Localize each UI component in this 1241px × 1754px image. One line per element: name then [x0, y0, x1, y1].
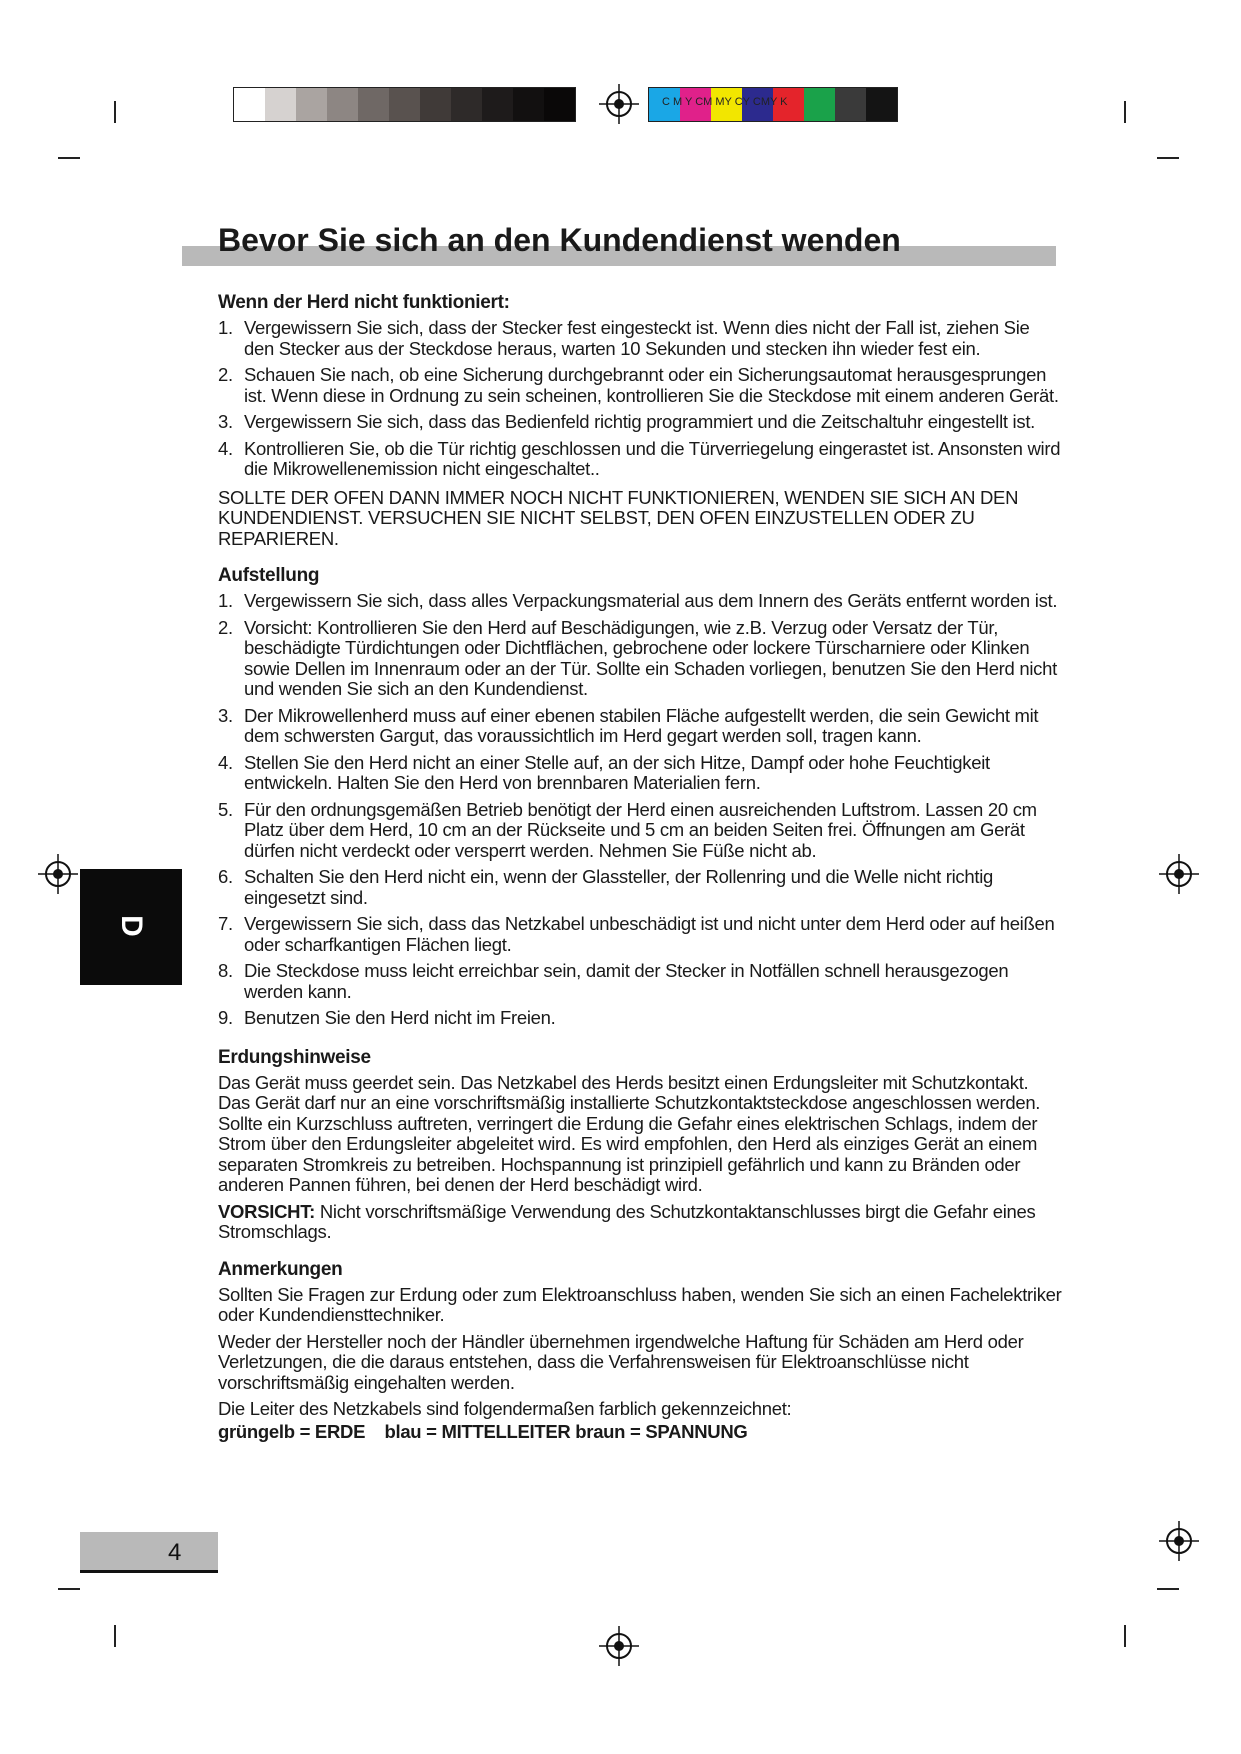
color-swatch: [358, 88, 389, 121]
notes-paragraph: Sollten Sie Fragen zur Erdung oder zum Elektroanschluss haben, wenden Sie sich an einen Fachelektriker oder Kundendiensttechniker.: [218, 1283, 1062, 1325]
crop-mark: [1124, 1625, 1126, 1647]
caution-text: Nicht vorschriftsmäßige Verwendung des Schutzkontaktanschlusses birgt die Gefahr eines Stromschlags.: [218, 1200, 1036, 1242]
registration-mark-icon: [1159, 1521, 1199, 1561]
registration-mark-icon: [38, 854, 78, 894]
color-swatch: [835, 88, 866, 121]
color-swatch: [420, 88, 451, 121]
color-swatch: [327, 88, 358, 121]
installation-list: [218, 591, 1064, 1029]
list-item: 9. Benutzen Sie den Herd nicht im Freien.: [218, 1007, 556, 1028]
list-item: 3. Der Mikrowellenherd muss auf einer ebenen stabilen Fläche aufgestellt werden, die sein Gewicht mit dem schwersten Gargut, das voraussichtlich im Herd gegart werden soll, tragen kann.: [218, 704, 1039, 746]
page-number: 4: [168, 1539, 182, 1566]
main-content: [218, 292, 1064, 1448]
registration-mark-icon: [1159, 854, 1199, 894]
grounding-text: Das Gerät muss geerdet sein. Das Netzkabel des Herds besitzt einen Erdungsleiter mit Schutzkontakt. Das Gerät darf nur an eine vorschriftsmäßig installierte Schutzkontaktsteckdose angeschlossen werden. Sollte ein Kurzschluss auftreten, verringert die Erdung die Gefahr eines elektrischen Schlags, indem der Strom über den Erdungsleiter abgeleitet wird. Es wird empfohlen, den Herd als einziges Gerät an einem separaten Stromkreis zu betreiben. Hochspannung ist prinzipiell gefährlich und kann zu Bränden oder anderen Pannen führen, bei denen der Herd beschädigt wird.: [218, 1071, 1041, 1195]
list-item: 4. Kontrollieren Sie, ob die Tür richtig geschlossen und die Türverriegelung eingerastet ist. Ansonsten wird die Mikrowellenemission nicht eingeschaltet..: [218, 437, 1061, 479]
color-swatch: [513, 88, 544, 121]
color-swatch: [451, 88, 482, 121]
color-swatch: [234, 88, 265, 121]
section-heading: Aufstellung: [218, 565, 320, 586]
list-item: 2. Schauen Sie nach, ob eine Sicherung durchgebrannt oder ein Sicherungsautomat herausgesprungen ist. Wenn diese in Ordnung zu sein scheinen, kontrollieren Sie die Steckdose mit einem anderen Gerät.: [218, 364, 1059, 406]
color-swatch: [265, 88, 296, 121]
crop-mark: [58, 157, 80, 159]
grayscale-bar: [233, 87, 576, 122]
page-title: Bevor Sie sich an den Kundendienst wenden: [218, 222, 901, 258]
color-swatch: [866, 88, 897, 121]
list-item: 2. Vorsicht: Kontrollieren Sie den Herd auf Beschädigungen, wie z.B. Verzug oder Versatz der Tür, beschädigte Türdichtungen oder Dichtflächen, gebrochene oder lockere Türscharniere oder Klinken sowie Dellen im Innenraum oder an der Tür. Sollte ein Schaden vorliegen, benutzen Sie den Herd nicht und wenden Sie sich an den Kundendienst.: [218, 616, 1057, 699]
page-number-box: [80, 1532, 218, 1573]
list-item: 8. Die Steckdose muss leicht erreichbar sein, damit der Stecker in Notfällen schnell herausgezogen werden kann.: [218, 960, 1009, 1002]
caution-paragraph: [218, 1202, 1064, 1243]
notes-paragraph: Weder der Hersteller noch der Händler übernehmen irgendwelche Haftung für Schäden am Herd oder Verletzungen, die die daraus entstehen, dass die Verfahrensweisen für Elektroanschlüsse nicht vorschriftsmäßig eingehalten werden.: [218, 1330, 1024, 1393]
section-heading: Anmerkungen: [218, 1258, 343, 1280]
caution-label: VORSICHT:: [218, 1200, 315, 1222]
section-heading: Wenn der Herd nicht funktioniert:: [218, 292, 510, 313]
list-item: 7. Vergewissern Sie sich, dass das Netzkabel unbeschädigt ist und nicht unter dem Herd oder auf heißen oder scharfkantigen Flächen liegt.: [218, 913, 1055, 955]
list-item: 1. Vergewissern Sie sich, dass der Stecker fest eingesteckt ist. Wenn dies nicht der Fall ist, ziehen Sie den Stecker aus der Steckdose heraus, warten 10 Sekunden und stecken ihn wieder fest ein.: [218, 317, 1030, 359]
crop-mark: [1157, 157, 1179, 159]
list-item: 4. Stellen Sie den Herd nicht an einer Stelle auf, an der sich Hitze, Dampf oder hohe Feuchtigkeit entwickeln. Halten Sie den Herd von brennbaren Materialien fern.: [218, 751, 990, 793]
color-swatch: [544, 88, 575, 121]
registration-mark-icon: [599, 1626, 639, 1666]
troubleshoot-list: [218, 318, 1064, 480]
cmyk-label: C M Y CM MY CY CMY K: [662, 96, 788, 108]
color-swatch: [389, 88, 420, 121]
language-tab: [80, 869, 182, 985]
list-item: 1. Vergewissern Sie sich, dass alles Verpackungsmaterial aus dem Innern des Geräts entfernt worden ist.: [218, 590, 1058, 611]
section-heading: Erdungshinweise: [218, 1046, 371, 1068]
wire-colors: grüngelb = ERDE blau = MITTELLEITER braun = SPANNUNG: [218, 1420, 748, 1442]
color-swatch: [296, 88, 327, 121]
color-swatch: [804, 88, 835, 121]
crop-mark: [114, 101, 116, 123]
list-item: 3. Vergewissern Sie sich, dass das Bedienfeld richtig programmiert und die Zeitschaltuhr eingestellt ist.: [218, 411, 1035, 432]
list-item: 5. Für den ordnungsgemäßen Betrieb benötigt der Herd einen ausreichenden Luftstrom. Lassen 20 cm Platz über dem Herd, 10 cm an der Rückseite und 5 cm an beiden Seiten frei. Öffnungen am Gerät dürfen nicht verdeckt oder versperrt werden. Nehmen Sie Füße nicht ab.: [218, 798, 1037, 861]
crop-mark: [114, 1625, 116, 1647]
registration-mark-icon: [599, 84, 639, 124]
crop-mark: [1157, 1588, 1179, 1590]
list-item: 6. Schalten Sie den Herd nicht ein, wenn der Glassteller, der Rollenring und die Welle nicht richtig eingesetzt sind.: [218, 866, 994, 908]
warning-text: SOLLTE DER OFEN DANN IMMER NOCH NICHT FUNKTIONIEREN, WENDEN SIE SICH AN DEN KUNDENDIENST. VERSUCHEN SIE NICHT SELBST, DEN OFEN EINZUSTELLEN ODER ZU REPARIEREN.: [218, 486, 1019, 549]
language-tab-label: D: [114, 915, 148, 937]
crop-mark: [1124, 101, 1126, 123]
color-swatch: [482, 88, 513, 121]
crop-mark: [58, 1588, 80, 1590]
notes-paragraph: Die Leiter des Netzkabels sind folgendermaßen farblich gekennzeichnet:: [218, 1398, 792, 1419]
